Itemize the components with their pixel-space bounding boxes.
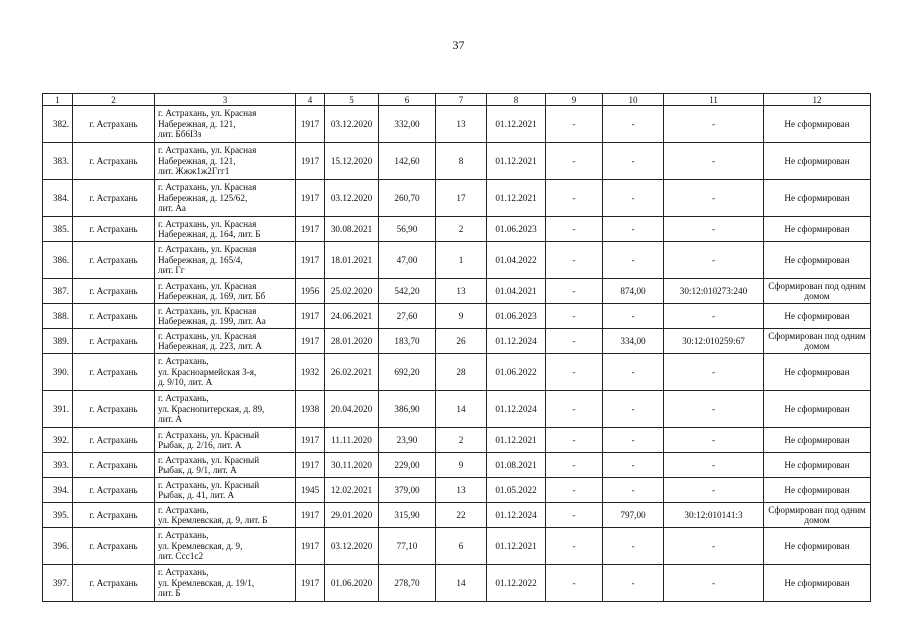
address-line: лит. Жжж1ж2Ггг1 bbox=[158, 166, 230, 177]
status-cell: Не сформирован bbox=[764, 478, 871, 503]
address-cell bbox=[155, 354, 296, 391]
column-header-5: 5 bbox=[325, 94, 379, 106]
city-cell: г. Астрахань bbox=[73, 242, 155, 279]
table-row bbox=[43, 217, 871, 242]
table-row bbox=[43, 180, 871, 217]
address-line: г. Астрахань, bbox=[158, 356, 209, 367]
address-cell bbox=[155, 180, 296, 217]
row-number: 388. bbox=[43, 304, 73, 329]
table-row bbox=[43, 354, 871, 391]
status-cell: Не сформирован bbox=[764, 106, 871, 143]
date-cell: 12.02.2021 bbox=[325, 478, 379, 503]
date-cell: 15.12.2020 bbox=[325, 143, 379, 180]
date-cell: 01.06.2023 bbox=[487, 304, 546, 329]
address-line: Набережная, д. 125/62, bbox=[158, 192, 248, 203]
count-cell: 9 bbox=[436, 304, 487, 329]
land-area-cell: - bbox=[603, 565, 664, 602]
status-cell: Не сформирован bbox=[764, 304, 871, 329]
status-cell: Сформирован под одним домом bbox=[764, 279, 871, 304]
column-header-11: 11 bbox=[664, 94, 764, 106]
address-cell bbox=[155, 503, 296, 528]
address-cell bbox=[155, 106, 296, 143]
date-cell: 03.12.2020 bbox=[325, 106, 379, 143]
address-line: лит. Бб6I3з bbox=[158, 129, 202, 140]
address-line: г. Астрахань, ул. Красный bbox=[158, 429, 260, 440]
table-row bbox=[43, 453, 871, 478]
year-cell: 1917 bbox=[296, 503, 325, 528]
cadastral-number-cell: 30:12:010141:3 bbox=[664, 503, 764, 528]
table-row bbox=[43, 565, 871, 602]
address-line: Набережная, д. 223, лит. А bbox=[158, 341, 262, 351]
area-cell: 542,20 bbox=[379, 279, 436, 304]
area-cell: 77,10 bbox=[379, 528, 436, 565]
row-number: 390. bbox=[43, 354, 73, 391]
date-cell: 01.12.2021 bbox=[487, 428, 546, 453]
row-number: 382. bbox=[43, 106, 73, 143]
city-cell: г. Астрахань bbox=[73, 391, 155, 428]
row-number: 385. bbox=[43, 217, 73, 242]
date-cell: 01.12.2024 bbox=[487, 329, 546, 354]
status-cell: Не сформирован bbox=[764, 391, 871, 428]
column-header-1: 1 bbox=[43, 94, 73, 106]
year-cell: 1917 bbox=[296, 242, 325, 279]
land-area-cell: - bbox=[603, 242, 664, 279]
address-line: ул. Кремлевская, д. 19/1, bbox=[158, 577, 255, 588]
address-cell bbox=[155, 217, 296, 242]
area-cell: 27,60 bbox=[379, 304, 436, 329]
land-area-cell: - bbox=[603, 453, 664, 478]
date-cell: 01.12.2021 bbox=[487, 143, 546, 180]
count-cell: 26 bbox=[436, 329, 487, 354]
land-area-cell: - bbox=[603, 180, 664, 217]
table-row bbox=[43, 428, 871, 453]
year-cell: 1938 bbox=[296, 391, 325, 428]
address-line: Рыбак, д. 2/16, лит. А bbox=[158, 440, 242, 450]
date-cell: 01.12.2024 bbox=[487, 503, 546, 528]
city-cell: г. Астрахань bbox=[73, 503, 155, 528]
cadastral-number-cell: - bbox=[664, 217, 764, 242]
address-line: Набережная, д. 199, лит. Аа bbox=[158, 316, 266, 326]
count-cell: 14 bbox=[436, 391, 487, 428]
date-cell: 01.12.2021 bbox=[487, 106, 546, 143]
area-cell: 183,70 bbox=[379, 329, 436, 354]
date-cell: 01.12.2021 bbox=[487, 528, 546, 565]
col9-cell: - bbox=[546, 143, 603, 180]
date-cell: 11.11.2020 bbox=[325, 428, 379, 453]
address-line: г. Астрахань, ул. Красная bbox=[158, 305, 257, 316]
status-cell: Не сформирован bbox=[764, 354, 871, 391]
row-number: 391. bbox=[43, 391, 73, 428]
count-cell: 13 bbox=[436, 478, 487, 503]
address-line: ул. Кремлевская, д. 9, лит. Б bbox=[158, 515, 268, 525]
cadastral-number-cell: 30:12:010273:240 bbox=[664, 279, 764, 304]
address-line: д. 9/10, лит. А bbox=[158, 377, 213, 388]
date-cell: 20.04.2020 bbox=[325, 391, 379, 428]
city-cell: г. Астрахань bbox=[73, 143, 155, 180]
address-line: ул. Красноармейская 3-я, bbox=[158, 366, 257, 377]
date-cell: 25.02.2020 bbox=[325, 279, 379, 304]
city-cell: г. Астрахань bbox=[73, 354, 155, 391]
table-row bbox=[43, 279, 871, 304]
column-header-12: 12 bbox=[764, 94, 871, 106]
cadastral-number-cell: - bbox=[664, 528, 764, 565]
address-cell bbox=[155, 453, 296, 478]
row-number: 392. bbox=[43, 428, 73, 453]
address-line: ул. Кремлевская, д. 9, bbox=[158, 540, 243, 551]
date-cell: 01.06.2023 bbox=[487, 217, 546, 242]
column-header-10: 10 bbox=[603, 94, 664, 106]
count-cell: 28 bbox=[436, 354, 487, 391]
address-line: лит. А bbox=[158, 414, 183, 425]
page-number: 37 bbox=[452, 38, 465, 52]
count-cell: 13 bbox=[436, 279, 487, 304]
address-line: г. Астрахань, ул. Красная bbox=[158, 182, 257, 193]
address-line: Набережная, д. 121, bbox=[158, 155, 236, 166]
address-line: г. Астрахань, ул. Красная bbox=[158, 108, 257, 119]
column-header-6: 6 bbox=[379, 94, 436, 106]
date-cell: 01.04.2021 bbox=[487, 279, 546, 304]
row-number: 386. bbox=[43, 242, 73, 279]
address-line: г. Астрахань, ул. Красная bbox=[158, 280, 257, 291]
land-area-cell: - bbox=[603, 478, 664, 503]
col9-cell: - bbox=[546, 217, 603, 242]
year-cell: 1917 bbox=[296, 565, 325, 602]
city-cell: г. Астрахань bbox=[73, 106, 155, 143]
address-cell bbox=[155, 391, 296, 428]
date-cell: 01.12.2022 bbox=[487, 565, 546, 602]
row-number: 389. bbox=[43, 329, 73, 354]
land-area-cell: 797,00 bbox=[603, 503, 664, 528]
row-number: 397. bbox=[43, 565, 73, 602]
col9-cell: - bbox=[546, 565, 603, 602]
status-cell: Не сформирован bbox=[764, 453, 871, 478]
land-area-cell: - bbox=[603, 304, 664, 329]
city-cell: г. Астрахань bbox=[73, 279, 155, 304]
address-line: лит. Гг bbox=[158, 265, 185, 276]
address-line: г. Астрахань, ул. Красный bbox=[158, 454, 260, 465]
area-cell: 23,90 bbox=[379, 428, 436, 453]
city-cell: г. Астрахань bbox=[73, 478, 155, 503]
col9-cell: - bbox=[546, 242, 603, 279]
area-cell: 379,00 bbox=[379, 478, 436, 503]
table-row bbox=[43, 143, 871, 180]
col9-cell: - bbox=[546, 329, 603, 354]
table-row bbox=[43, 528, 871, 565]
row-number: 394. bbox=[43, 478, 73, 503]
year-cell: 1917 bbox=[296, 217, 325, 242]
date-cell: 01.06.2020 bbox=[325, 565, 379, 602]
address-cell bbox=[155, 329, 296, 354]
cadastral-number-cell: - bbox=[664, 242, 764, 279]
year-cell: 1917 bbox=[296, 453, 325, 478]
area-cell: 47,00 bbox=[379, 242, 436, 279]
area-cell: 142,60 bbox=[379, 143, 436, 180]
column-header-9: 9 bbox=[546, 94, 603, 106]
area-cell: 332,00 bbox=[379, 106, 436, 143]
address-line: г. Астрахань, ул. Красная bbox=[158, 218, 257, 229]
date-cell: 29.01.2020 bbox=[325, 503, 379, 528]
col9-cell: - bbox=[546, 528, 603, 565]
status-cell: Не сформирован bbox=[764, 428, 871, 453]
col9-cell: - bbox=[546, 354, 603, 391]
date-cell: 03.12.2020 bbox=[325, 528, 379, 565]
land-area-cell: 874,00 bbox=[603, 279, 664, 304]
city-cell: г. Астрахань bbox=[73, 217, 155, 242]
table-row bbox=[43, 478, 871, 503]
column-header-8: 8 bbox=[487, 94, 546, 106]
area-cell: 278,70 bbox=[379, 565, 436, 602]
address-cell bbox=[155, 428, 296, 453]
table-row bbox=[43, 503, 871, 528]
status-cell: Сформирован под одним домом bbox=[764, 503, 871, 528]
cadastral-number-cell: - bbox=[664, 391, 764, 428]
column-header-7: 7 bbox=[436, 94, 487, 106]
count-cell: 2 bbox=[436, 217, 487, 242]
row-number: 395. bbox=[43, 503, 73, 528]
address-cell bbox=[155, 143, 296, 180]
address-line: Рыбак, д. 41, лит. А bbox=[158, 490, 235, 500]
row-number: 396. bbox=[43, 528, 73, 565]
year-cell: 1917 bbox=[296, 180, 325, 217]
address-line: лит. Ссс1с2 bbox=[158, 551, 204, 562]
city-cell: г. Астрахань bbox=[73, 528, 155, 565]
year-cell: 1945 bbox=[296, 478, 325, 503]
column-header-2: 2 bbox=[73, 94, 155, 106]
land-area-cell: - bbox=[603, 106, 664, 143]
address-line: г. Астрахань, ул. Красная bbox=[158, 330, 257, 341]
area-cell: 260,70 bbox=[379, 180, 436, 217]
register-table bbox=[42, 93, 871, 602]
col9-cell: - bbox=[546, 478, 603, 503]
area-cell: 315,90 bbox=[379, 503, 436, 528]
area-cell: 56,90 bbox=[379, 217, 436, 242]
cadastral-number-cell: - bbox=[664, 304, 764, 329]
count-cell: 9 bbox=[436, 453, 487, 478]
header-row bbox=[43, 94, 871, 106]
count-cell: 14 bbox=[436, 565, 487, 602]
date-cell: 28.01.2020 bbox=[325, 329, 379, 354]
address-cell bbox=[155, 304, 296, 329]
cadastral-number-cell: - bbox=[664, 453, 764, 478]
row-number: 383. bbox=[43, 143, 73, 180]
address-line: г. Астрахань, bbox=[158, 504, 209, 515]
year-cell: 1932 bbox=[296, 354, 325, 391]
land-area-cell: - bbox=[603, 217, 664, 242]
table-body bbox=[43, 106, 871, 602]
address-line: ул. Краснопитерская, д. 89, bbox=[158, 403, 265, 414]
land-area-cell: - bbox=[603, 428, 664, 453]
address-line: г. Астрахань, bbox=[158, 567, 209, 578]
cadastral-number-cell: - bbox=[664, 565, 764, 602]
date-cell: 01.06.2022 bbox=[487, 354, 546, 391]
cadastral-number-cell: - bbox=[664, 180, 764, 217]
date-cell: 01.05.2022 bbox=[487, 478, 546, 503]
status-cell: Не сформирован bbox=[764, 565, 871, 602]
count-cell: 1 bbox=[436, 242, 487, 279]
city-cell: г. Астрахань bbox=[73, 453, 155, 478]
row-number: 393. bbox=[43, 453, 73, 478]
address-line: г. Астрахань, bbox=[158, 530, 209, 541]
table-row bbox=[43, 242, 871, 279]
col9-cell: - bbox=[546, 453, 603, 478]
cadastral-number-cell: 30:12:010259:67 bbox=[664, 329, 764, 354]
address-cell bbox=[155, 528, 296, 565]
address-line: Набережная, д. 164, лит. Б bbox=[158, 229, 261, 239]
land-area-cell: - bbox=[603, 391, 664, 428]
address-line: лит. Аа bbox=[158, 203, 187, 214]
table-row bbox=[43, 391, 871, 428]
address-line: г. Астрахань, ул. Красная bbox=[158, 244, 257, 255]
status-cell: Не сформирован bbox=[764, 528, 871, 565]
address-line: лит. Б bbox=[158, 588, 181, 599]
col9-cell: - bbox=[546, 428, 603, 453]
year-cell: 1917 bbox=[296, 528, 325, 565]
year-cell: 1917 bbox=[296, 143, 325, 180]
count-cell: 13 bbox=[436, 106, 487, 143]
column-header-4: 4 bbox=[296, 94, 325, 106]
year-cell: 1956 bbox=[296, 279, 325, 304]
area-cell: 229,00 bbox=[379, 453, 436, 478]
count-cell: 2 bbox=[436, 428, 487, 453]
date-cell: 03.12.2020 bbox=[325, 180, 379, 217]
col9-cell: - bbox=[546, 304, 603, 329]
cadastral-number-cell: - bbox=[664, 354, 764, 391]
date-cell: 30.11.2020 bbox=[325, 453, 379, 478]
land-area-cell: 334,00 bbox=[603, 329, 664, 354]
col9-cell: - bbox=[546, 279, 603, 304]
table-row bbox=[43, 329, 871, 354]
count-cell: 22 bbox=[436, 503, 487, 528]
cadastral-number-cell: - bbox=[664, 143, 764, 180]
col9-cell: - bbox=[546, 106, 603, 143]
land-area-cell: - bbox=[603, 143, 664, 180]
count-cell: 6 bbox=[436, 528, 487, 565]
address-cell bbox=[155, 242, 296, 279]
city-cell: г. Астрахань bbox=[73, 329, 155, 354]
date-cell: 01.12.2021 bbox=[487, 180, 546, 217]
city-cell: г. Астрахань bbox=[73, 428, 155, 453]
date-cell: 30.08.2021 bbox=[325, 217, 379, 242]
year-cell: 1917 bbox=[296, 106, 325, 143]
date-cell: 24.06.2021 bbox=[325, 304, 379, 329]
status-cell: Не сформирован bbox=[764, 217, 871, 242]
city-cell: г. Астрахань bbox=[73, 304, 155, 329]
year-cell: 1917 bbox=[296, 329, 325, 354]
row-number: 387. bbox=[43, 279, 73, 304]
address-line: Набережная, д. 121, bbox=[158, 118, 236, 129]
col9-cell: - bbox=[546, 180, 603, 217]
address-cell bbox=[155, 478, 296, 503]
date-cell: 01.12.2024 bbox=[487, 391, 546, 428]
land-area-cell: - bbox=[603, 354, 664, 391]
col9-cell: - bbox=[546, 503, 603, 528]
address-line: г. Астрахань, ул. Красная bbox=[158, 145, 257, 156]
cadastral-number-cell: - bbox=[664, 428, 764, 453]
status-cell: Не сформирован bbox=[764, 242, 871, 279]
city-cell: г. Астрахань bbox=[73, 180, 155, 217]
status-cell: Сформирован под одним домом bbox=[764, 329, 871, 354]
table-header bbox=[43, 94, 871, 106]
row-number: 384. bbox=[43, 180, 73, 217]
land-area-cell: - bbox=[603, 528, 664, 565]
address-cell bbox=[155, 279, 296, 304]
date-cell: 01.08.2021 bbox=[487, 453, 546, 478]
address-line: Рыбак, д. 9/1, лит. А bbox=[158, 465, 237, 475]
status-cell: Не сформирован bbox=[764, 180, 871, 217]
address-line: Набережная, д. 165/4, bbox=[158, 254, 243, 265]
area-cell: 386,90 bbox=[379, 391, 436, 428]
address-cell bbox=[155, 565, 296, 602]
date-cell: 26.02.2021 bbox=[325, 354, 379, 391]
city-cell: г. Астрахань bbox=[73, 565, 155, 602]
year-cell: 1917 bbox=[296, 428, 325, 453]
date-cell: 18.01.2021 bbox=[325, 242, 379, 279]
count-cell: 8 bbox=[436, 143, 487, 180]
cadastral-number-cell: - bbox=[664, 478, 764, 503]
column-header-3: 3 bbox=[155, 94, 296, 106]
address-line: г. Астрахань, bbox=[158, 393, 209, 404]
table-row bbox=[43, 106, 871, 143]
area-cell: 692,20 bbox=[379, 354, 436, 391]
date-cell: 01.04.2022 bbox=[487, 242, 546, 279]
address-line: Набережная, д. 169, лит. Бб bbox=[158, 291, 266, 301]
year-cell: 1917 bbox=[296, 304, 325, 329]
col9-cell: - bbox=[546, 391, 603, 428]
table-row bbox=[43, 304, 871, 329]
address-line: г. Астрахань, ул. Красный bbox=[158, 479, 260, 490]
count-cell: 17 bbox=[436, 180, 487, 217]
status-cell: Не сформирован bbox=[764, 143, 871, 180]
cadastral-number-cell: - bbox=[664, 106, 764, 143]
